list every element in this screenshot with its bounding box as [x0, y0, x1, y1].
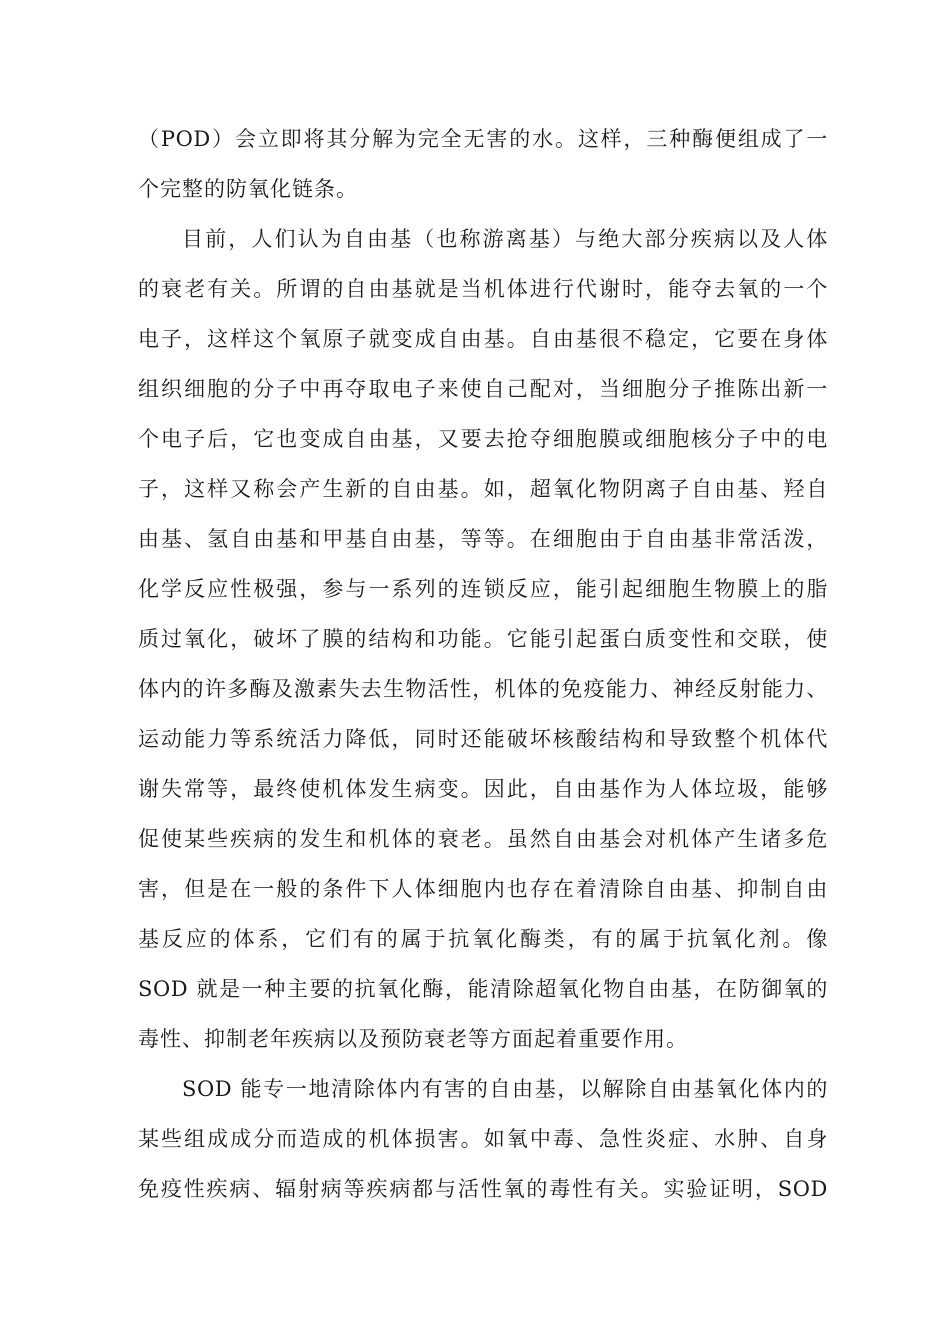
text-line: 害，但是在一般的条件下人体细胞内也存在着清除自由基、抑制自由 — [138, 877, 828, 901]
text-line: 运动能力等系统活力降低，同时还能破坏核酸结构和导致整个机体代 — [138, 727, 828, 751]
text-line: 子，这样又称会产生新的自由基。如，超氧化物阴离子自由基、羟自 — [138, 477, 828, 501]
text-line: 免疫性疾病、辐射病等疾病都与活性氧的毒性有关。实验证明，SOD — [138, 1177, 828, 1201]
text-line: 基反应的体系，它们有的属于抗氧化酶类，有的属于抗氧化剂。像 — [138, 927, 828, 951]
text-line: 质过氧化，破坏了膜的结构和功能。它能引起蛋白质变性和交联，使 — [138, 627, 828, 651]
text-line: 某些组成成分而造成的机体损害。如氧中毒、急性炎症、水肿、自身 — [138, 1127, 828, 1151]
text-line: 组织细胞的分子中再夺取电子来使自己配对，当细胞分子推陈出新一 — [138, 377, 828, 401]
text-line: 体内的许多酶及激素失去生物活性，机体的免疫能力、神经反射能力、 — [138, 677, 828, 701]
text-line: 由基、氢自由基和甲基自由基，等等。在细胞由于自由基非常活泼， — [138, 527, 828, 551]
text-line: 目前，人们认为自由基（也称游离基）与绝大部分疾病以及人体 — [182, 227, 828, 251]
text-line: 谢失常等，最终使机体发生病变。因此，自由基作为人体垃圾，能够 — [138, 777, 828, 801]
text-line: 个电子后，它也变成自由基，又要去抢夺细胞膜或细胞核分子中的电 — [138, 427, 828, 451]
text-line: 的衰老有关。所谓的自由基就是当机体进行代谢时，能夺去氧的一个 — [138, 277, 828, 301]
text-line: SOD 能专一地清除体内有害的自由基，以解除自由基氧化体内的 — [182, 1077, 828, 1101]
text-line: 促使某些疾病的发生和机体的衰老。虽然自由基会对机体产生诸多危 — [138, 827, 828, 851]
text-line: 化学反应性极强，参与一系列的连锁反应，能引起细胞生物膜上的脂 — [138, 577, 828, 601]
text-line: （POD）会立即将其分解为完全无害的水。这样，三种酶便组成了一 — [138, 127, 828, 151]
text-line: SOD 就是一种主要的抗氧化酶，能清除超氧化物自由基，在防御氧的 — [138, 977, 828, 1001]
text-line: 个完整的防氧化链条。 — [138, 177, 358, 201]
text-line: 电子，这样这个氧原子就变成自由基。自由基很不稳定，它要在身体 — [138, 327, 828, 351]
body-text — [138, 114, 828, 1214]
text-line: 毒性、抑制老年疾病以及预防衰老等方面起着重要作用。 — [138, 1027, 688, 1051]
